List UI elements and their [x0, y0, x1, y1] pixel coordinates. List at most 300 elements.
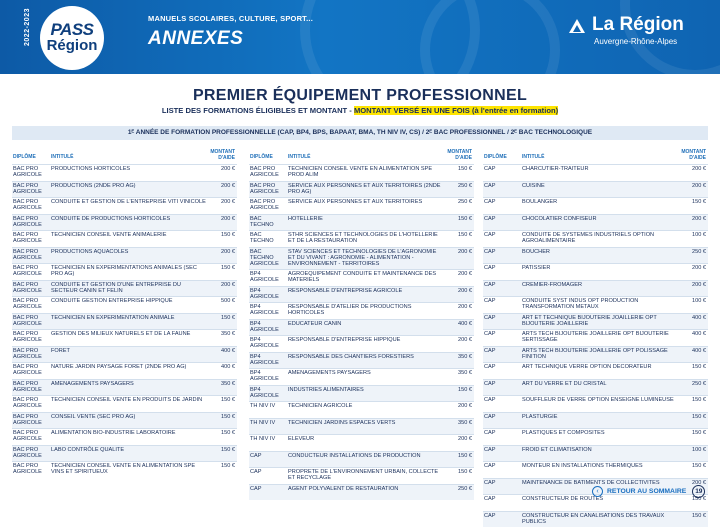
diplome-line: BAC PRO: [13, 298, 38, 304]
cell-diplome: [13, 364, 42, 376]
intitule-line: FINITION: [522, 354, 546, 360]
cell-diplome: [13, 463, 42, 475]
cell-diplome: [484, 232, 496, 238]
table-row: [483, 362, 708, 379]
intitule-line: ET DU VIVANT : AGRONOMIE - ALIMENTATION -: [288, 255, 414, 261]
table-row: [249, 269, 474, 286]
intitule-line: ART ET TECHNIQUE BIJOUTERIE JOAILLERIE OPT: [522, 315, 657, 321]
table-row: [483, 296, 708, 313]
cell-intitule: [288, 288, 444, 294]
intitule-line: CHOCOLATIER CONFISEUR: [522, 216, 597, 222]
diplome-line: AGRICOLE: [13, 403, 42, 409]
cell-intitule: [522, 249, 678, 255]
cell-intitule: [288, 469, 444, 481]
diplome-line: BAC PRO: [13, 463, 38, 469]
school-year: 2022-2023: [24, 8, 31, 46]
back-to-summary-label: RETOUR AU SOMMAIRE: [607, 488, 686, 495]
diplome-line: BAC PRO: [13, 430, 38, 436]
cell-montant: 150 €: [209, 463, 235, 469]
intitule-line: FROID ET CLIMATISATION: [522, 447, 592, 453]
intitule-line: PRO AG): [288, 189, 311, 195]
cell-montant: 150 €: [209, 265, 235, 271]
intitule-line: MONTEUR EN INSTALLATIONS THERMIQUES: [522, 463, 643, 469]
cell-diplome: [250, 337, 279, 349]
cell-montant: 400 €: [680, 315, 706, 321]
table-row: [249, 197, 474, 214]
intitule-line: PLASTIQUES ET COMPOSITES: [522, 430, 605, 436]
cell-diplome: [13, 216, 42, 228]
diplome-line: BAC PRO: [13, 216, 38, 222]
intitule-line: PRODUCTIONS HORTICOLES: [51, 166, 130, 172]
cell-diplome: [484, 513, 496, 519]
header-montant: [680, 150, 706, 161]
diplome-line: BAC PRO: [13, 199, 38, 205]
cell-intitule: [51, 265, 207, 277]
cell-diplome: [13, 166, 42, 178]
cell-diplome: [13, 282, 42, 294]
diplome-line: CAP: [484, 249, 496, 255]
subtitle-highlight: [354, 106, 558, 115]
diplome-line: AGRICOLE: [13, 271, 42, 277]
intitule-line: AGROEQUIPEMENT CONDUITE ET MAINTENANCE DES: [288, 271, 436, 277]
table-row: [249, 164, 474, 181]
cell-montant: 200 €: [209, 282, 235, 288]
diplome-line: TECHNO: [250, 255, 274, 261]
cell-montant: 350 €: [446, 354, 472, 360]
cell-montant: 200 €: [209, 216, 235, 222]
cell-montant: 150 €: [209, 315, 235, 321]
cell-diplome: [250, 216, 274, 228]
table-row: [483, 511, 708, 527]
cell-intitule: [288, 354, 444, 360]
diplome-line: AGRICOLE: [250, 310, 279, 316]
formations-table-1: [12, 148, 237, 478]
cell-diplome: [13, 249, 42, 261]
diplome-line: BAC PRO: [13, 331, 38, 337]
diplome-line: BP4: [250, 321, 261, 327]
cell-montant: 200 €: [209, 249, 235, 255]
diplome-line: BP4: [250, 304, 261, 310]
cell-intitule: [288, 271, 444, 283]
cell-intitule: [522, 232, 678, 244]
diplome-line: BAC PRO: [250, 199, 275, 205]
cell-diplome: [250, 232, 274, 244]
intitule-line: CONSEIL VENTE (SEC PRO AG): [51, 414, 135, 420]
cell-montant: 200 €: [446, 436, 472, 442]
diplome-line: AGRICOLE: [250, 205, 279, 211]
cell-intitule: [522, 331, 678, 343]
cell-intitule: [51, 315, 207, 321]
cell-intitule: [51, 364, 207, 370]
table-row: [483, 214, 708, 231]
table-row: [12, 230, 237, 247]
table-row: [483, 445, 708, 462]
cell-intitule: [288, 453, 444, 459]
diplome-line: CAP: [484, 166, 496, 172]
header-intitule: INTITULÉ: [522, 154, 545, 160]
page-header: [0, 0, 720, 74]
cell-diplome: [250, 453, 262, 459]
cell-intitule: [288, 403, 444, 409]
intitule-line: BIJOUTERIE JOAILLERIE: [522, 321, 588, 327]
table-row: [12, 412, 237, 429]
cell-montant: 150 €: [680, 364, 706, 370]
intitule-line: CUISINE: [522, 183, 545, 189]
header-diplome: DIPLÔME: [250, 154, 273, 160]
diplome-line: AGRICOLE: [13, 370, 42, 376]
cell-montant: 150 €: [680, 430, 706, 436]
cell-diplome: [484, 315, 496, 321]
cell-intitule: [522, 183, 678, 189]
table-row: [249, 401, 474, 418]
cell-intitule: [51, 183, 207, 189]
intitule-line: SERVICE AUX PERSONNES ET AUX TERRITOIRES: [288, 199, 422, 205]
table-row: [483, 263, 708, 280]
diplome-line: BAC: [250, 249, 262, 255]
table-row: [249, 319, 474, 336]
intitule-line: TECHNICIEN EN EXPERIMENTATIONS ANIMALES (SEC: [51, 265, 197, 271]
cell-montant: 400 €: [680, 331, 706, 337]
diplome-line: AGRICOLE: [250, 343, 279, 349]
chevron-left-icon: ‹: [592, 486, 603, 497]
header-montant-2: D'AIDE: [455, 155, 472, 161]
diplome-line: CAP: [484, 496, 496, 502]
cell-diplome: [13, 298, 42, 310]
diplome-line: AGRICOLE: [250, 189, 279, 195]
header-montant-1: MONTANT: [447, 149, 472, 155]
table-row: [483, 197, 708, 214]
diplome-line: BAC PRO: [13, 249, 38, 255]
table-row: [12, 445, 237, 462]
intitule-line: AGENT POLYVALENT DE RESTAURATION: [288, 486, 398, 492]
cell-intitule: [522, 447, 678, 453]
intitule-line: SERTISSAGE: [522, 337, 558, 343]
diplome-line: AGRICOLE: [13, 420, 42, 426]
cell-diplome: [484, 298, 496, 304]
intitule-line: STAV SCIENCES ET TECHNOLOGIES DE L'AGRONOMIE: [288, 249, 436, 255]
table-row: [249, 335, 474, 352]
diplome-line: AGRICOLE: [250, 261, 279, 267]
cell-diplome: [484, 447, 496, 453]
diplome-line: BAC PRO: [13, 166, 38, 172]
cell-intitule: [522, 282, 678, 288]
intitule-line: ART TECHNIQUE VERRE OPTION DECORATEUR: [522, 364, 652, 370]
table-body: [249, 164, 474, 500]
cell-intitule: [522, 216, 678, 222]
intitule-line: BOUCHER: [522, 249, 550, 255]
subtitle-highlight-note: (à l'entrée en formation): [470, 106, 558, 115]
cell-montant: 100 €: [680, 298, 706, 304]
cell-diplome: [484, 183, 496, 189]
table-row: [12, 346, 237, 363]
intitule-line: HOTELLERIE: [288, 216, 323, 222]
diplome-line: AGRICOLE: [13, 288, 42, 294]
intitule-line: RESPONSABLE D'ENTREPRISE HIPPIQUE: [288, 337, 400, 343]
intitule-line: INDUSTRIES ALIMENTAIRES: [288, 387, 364, 393]
cell-diplome: [13, 447, 42, 459]
table-row: [12, 280, 237, 297]
cell-diplome: [13, 315, 42, 327]
table-row: [12, 263, 237, 280]
table-row: [249, 451, 474, 468]
intitule-line: SOUFFLEUR DE VERRE OPTION ENSEIGNE LUMINEUSE: [522, 397, 674, 403]
cell-intitule: [51, 199, 207, 205]
cell-diplome: [13, 414, 42, 426]
cell-intitule: [522, 414, 678, 420]
table-row: [12, 181, 237, 198]
diplome-line: AGRICOLE: [250, 360, 279, 366]
diplome-line: CAP: [484, 397, 496, 403]
cell-intitule: [288, 420, 444, 426]
table-row: [12, 164, 237, 181]
intitule-line: RESPONSABLE D'ATELIER DE PRODUCTIONS: [288, 304, 411, 310]
table-row: [483, 428, 708, 445]
intitule-line: NATURE JARDIN PAYSAGE FORET (2NDE PRO AG): [51, 364, 186, 370]
table-row: [12, 296, 237, 313]
table-row: [249, 181, 474, 198]
intitule-line: CHARCUTIER-TRAITEUR: [522, 166, 589, 172]
diplome-line: BAC PRO: [13, 282, 38, 288]
diplome-line: BAC PRO: [13, 265, 38, 271]
diplome-line: AGRICOLE: [250, 277, 279, 283]
cell-intitule: [522, 315, 678, 327]
cell-diplome: [484, 265, 496, 271]
header-intitule: INTITULÉ: [51, 154, 74, 160]
back-to-summary-link[interactable]: [592, 484, 705, 498]
cell-intitule: [522, 381, 678, 387]
cell-diplome: [484, 249, 496, 255]
table-row: [483, 280, 708, 297]
diplome-line: TH NIV IV: [250, 403, 275, 409]
cell-montant: 200 €: [446, 288, 472, 294]
table-header: [483, 148, 708, 164]
diplome-line: BAC PRO: [13, 348, 38, 354]
table-row: [249, 247, 474, 270]
diplome-line: BAC PRO: [13, 381, 38, 387]
diplome-line: AGRICOLE: [13, 387, 42, 393]
intitule-line: ARTS TECH BIJOUTERIE JOAILLERIE OPT BIJOUTERIE: [522, 331, 669, 337]
diplome-line: BAC PRO: [13, 183, 38, 189]
region-subname: Auvergne-Rhône-Alpes: [594, 37, 677, 46]
intitule-line: PATISSIER: [522, 265, 550, 271]
cell-intitule: [51, 447, 207, 453]
table-row: [249, 434, 474, 451]
intitule-line: TECHNICIEN CONSEIL VENTE ANIMALERIE: [51, 232, 166, 238]
cell-diplome: [13, 199, 42, 211]
header-diplome: DIPLÔME: [13, 154, 36, 160]
cell-intitule: [51, 331, 207, 337]
header-montant: [446, 150, 472, 161]
tagline: MANUELS SCOLAIRES, CULTURE, SPORT...: [148, 14, 313, 23]
intitule-line: ENVIRONNEMENT - TERRITOIRES: [288, 261, 379, 267]
table-row: [12, 313, 237, 330]
diplome-line: AGRICOLE: [250, 294, 279, 300]
diplome-line: AGRICOLE: [13, 304, 42, 310]
cell-montant: 200 €: [680, 216, 706, 222]
table-row: [483, 379, 708, 396]
diplome-line: BAC: [250, 232, 262, 238]
cell-intitule: [51, 348, 207, 354]
cell-montant: 350 €: [446, 370, 472, 376]
diplome-line: TH NIV IV: [250, 436, 275, 442]
diplome-line: AGRICOLE: [13, 238, 42, 244]
intitule-line: EDUCATEUR CANIN: [288, 321, 341, 327]
formations-table-2: [249, 148, 474, 500]
cell-montant: 150 €: [209, 414, 235, 420]
diplome-line: CAP: [484, 199, 496, 205]
diplome-line: CAP: [484, 381, 496, 387]
cell-diplome: [484, 364, 496, 370]
diplome-line: AGRICOLE: [13, 205, 42, 211]
diplome-line: BP4: [250, 288, 261, 294]
diplome-line: CAP: [484, 298, 496, 304]
table-row: [249, 385, 474, 402]
cell-montant: 250 €: [446, 199, 472, 205]
diplome-line: TECHNO: [250, 222, 274, 228]
cell-montant: 150 €: [680, 496, 706, 502]
cell-diplome: [484, 216, 496, 222]
diplome-line: AGRICOLE: [13, 354, 42, 360]
region-logo: [566, 14, 706, 48]
intitule-line: ART DU VERRE ET DU CRISTAL: [522, 381, 606, 387]
intitule-line: CONDUITE SYST INDUS OPT PRODUCTION: [522, 298, 638, 304]
table-row: [12, 362, 237, 379]
diplome-line: CAP: [484, 282, 496, 288]
cell-intitule: [51, 298, 207, 304]
table-row: [483, 230, 708, 247]
diplome-line: BAC PRO: [13, 414, 38, 420]
intitule-line: RESPONSABLE D'ENTREPRISE AGRICOLE: [288, 288, 402, 294]
table-header: [12, 148, 237, 164]
cell-intitule: [288, 304, 444, 316]
intitule-line: CONDUITE DE PRODUCTIONS HORTICOLES: [51, 216, 170, 222]
intitule-line: AGROALIMENTAIRE: [522, 238, 575, 244]
cell-diplome: [250, 166, 279, 178]
cell-intitule: [288, 199, 444, 205]
cell-montant: 150 €: [446, 453, 472, 459]
diplome-line: AGRICOLE: [250, 376, 279, 382]
table-row: [483, 313, 708, 330]
cell-montant: 150 €: [446, 387, 472, 393]
intitule-line: TECHNICIEN CONSEIL VENTE EN ALIMENTATION SPE: [51, 463, 195, 469]
diplome-line: BAC PRO: [13, 397, 38, 403]
intitule-line: TRANSFORMATION METAUX: [522, 304, 599, 310]
cell-montant: 350 €: [446, 420, 472, 426]
logo-line1: PASS: [50, 22, 93, 38]
table-row: [249, 484, 474, 501]
intitule-line: MATERIELS: [288, 277, 319, 283]
table-body: [483, 164, 708, 527]
cell-montant: 350 €: [209, 331, 235, 337]
table-row: [483, 395, 708, 412]
cell-montant: 350 €: [209, 381, 235, 387]
cell-montant: 200 €: [446, 271, 472, 277]
logo-line2: Région: [47, 38, 98, 54]
diplome-line: CAP: [484, 430, 496, 436]
cell-montant: 150 €: [680, 199, 706, 205]
diplome-line: AGRICOLE: [13, 337, 42, 343]
cell-montant: 150 €: [446, 166, 472, 172]
intitule-line: PROPRETE DE L'ENVIRONNEMENT URBAIN, COLLECTE: [288, 469, 438, 475]
cell-intitule: [51, 397, 207, 403]
diplome-line: BAC PRO: [250, 166, 275, 172]
intitule-line: ARTS TECH BIJOUTERIE JOAILLERIE OPT POLISSAGE: [522, 348, 668, 354]
table-row: [12, 379, 237, 396]
table-row: [249, 418, 474, 435]
cell-intitule: [522, 166, 678, 172]
cell-montant: 150 €: [209, 430, 235, 436]
cell-diplome: [13, 232, 42, 244]
cell-diplome: [250, 304, 279, 316]
cell-intitule: [288, 337, 444, 343]
cell-diplome: [484, 430, 496, 436]
table-row: [249, 286, 474, 303]
table-row: [249, 302, 474, 319]
cell-montant: 100 €: [680, 447, 706, 453]
cell-intitule: [288, 486, 444, 492]
intitule-line: BOULANGER: [522, 199, 557, 205]
cell-diplome: [484, 414, 496, 420]
cell-montant: 200 €: [209, 199, 235, 205]
cell-intitule: [522, 463, 678, 469]
intitule-line: CONDUITE DE SYSTEMES INDUSTRIELS OPTION: [522, 232, 654, 238]
diplome-line: CAP: [484, 513, 496, 519]
diplome-line: CAP: [484, 331, 496, 337]
intitule-line: CONDUCTEUR INSTALLATIONS DE PRODUCTION: [288, 453, 421, 459]
intitule-line: MAINTENANCE DE BATIMENTS DE COLLECTIVITES: [522, 480, 660, 486]
cell-montant: 150 €: [209, 447, 235, 453]
table-row: [483, 247, 708, 264]
diplome-line: CAP: [250, 486, 262, 492]
cell-intitule: [288, 183, 444, 195]
diplome-line: AGRICOLE: [250, 327, 279, 333]
diplome-line: CAP: [484, 348, 496, 354]
cell-diplome: [484, 397, 496, 403]
cell-diplome: [250, 436, 275, 442]
table-row: [249, 352, 474, 369]
intitule-line: TECHNICIEN JARDINS ESPACES VERTS: [288, 420, 395, 426]
cell-intitule: [522, 364, 678, 370]
table-row: [483, 181, 708, 198]
intitule-line: ET DE LA RESTAURATION: [288, 238, 357, 244]
cell-diplome: [250, 469, 262, 475]
table-row: [483, 164, 708, 181]
table-row: [12, 197, 237, 214]
cell-diplome: [250, 370, 279, 382]
cell-montant: 200 €: [209, 166, 235, 172]
cell-montant: 150 €: [446, 469, 472, 475]
diplome-line: CAP: [484, 232, 496, 238]
cell-montant: 200 €: [680, 183, 706, 189]
diplome-line: CAP: [484, 265, 496, 271]
cell-intitule: [51, 216, 207, 222]
intitule-line: PRODUCTIONS AQUACOLES: [51, 249, 128, 255]
cell-diplome: [13, 331, 42, 343]
intitule-line: CONSTRUCTEUR DE ROUTES: [522, 496, 603, 502]
cell-diplome: [13, 430, 42, 442]
diplome-line: AGRICOLE: [13, 172, 42, 178]
cell-montant: 400 €: [209, 348, 235, 354]
cell-montant: 200 €: [680, 282, 706, 288]
cell-montant: 250 €: [680, 249, 706, 255]
diplome-line: AGRICOLE: [13, 453, 42, 459]
table-body: [12, 164, 237, 478]
cell-diplome: [484, 331, 496, 337]
cell-montant: 150 €: [209, 232, 235, 238]
table-row: [483, 412, 708, 429]
header-montant-2: D'AIDE: [218, 155, 235, 161]
intitule-line: STHR SCIENCES ET TECHNOLOGIES DE L'HOTELLERIE: [288, 232, 438, 238]
